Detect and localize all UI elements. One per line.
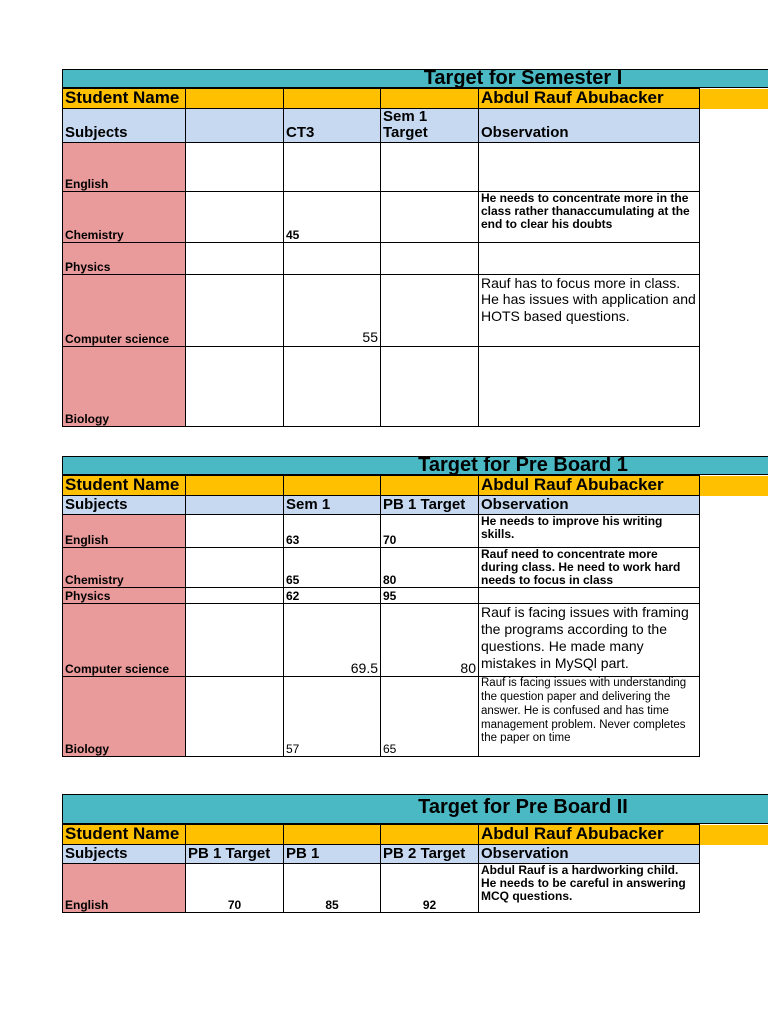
table-row bbox=[63, 346, 700, 426]
student-name-label: Student Name bbox=[63, 476, 186, 496]
value-cell[interactable] bbox=[284, 346, 381, 426]
value-cell[interactable]: 55 bbox=[284, 274, 381, 346]
header-pb1-target: PB 1 Target bbox=[186, 844, 284, 863]
table-row bbox=[63, 514, 700, 547]
subject-cell: English bbox=[63, 514, 186, 547]
subject-cell: Physics bbox=[63, 242, 186, 274]
header-pb2-target: PB 2 Target bbox=[381, 844, 479, 863]
header-observation: Observation bbox=[479, 844, 700, 863]
cell[interactable] bbox=[284, 476, 381, 496]
section-title: Target for Pre Board II bbox=[418, 796, 628, 818]
value-cell[interactable]: 92 bbox=[381, 863, 479, 912]
header-row bbox=[63, 844, 700, 863]
value-cell[interactable] bbox=[186, 346, 284, 426]
observation-cell[interactable] bbox=[479, 142, 700, 191]
table-row bbox=[63, 274, 700, 346]
header-observation: Observation bbox=[479, 108, 700, 142]
subject-cell: Chemistry bbox=[63, 547, 186, 588]
observation-cell[interactable]: He needs to concentrate more in the class rather thanaccumulating at the end to clear his doubts bbox=[479, 191, 700, 242]
subject-cell: English bbox=[63, 863, 186, 912]
value-cell[interactable] bbox=[186, 242, 284, 274]
cell[interactable] bbox=[186, 89, 284, 109]
observation-cell[interactable]: He needs to improve his writing skills. bbox=[479, 514, 700, 547]
cell[interactable] bbox=[284, 89, 381, 109]
subject-cell: Chemistry bbox=[63, 191, 186, 242]
observation-cell[interactable]: Abdul Rauf is a hardworking child. He needs to be careful in answering MCQ questions. bbox=[479, 863, 700, 912]
cell[interactable] bbox=[284, 825, 381, 845]
value-cell[interactable]: 70 bbox=[381, 514, 479, 547]
value-cell[interactable]: 80 bbox=[381, 604, 479, 677]
value-cell[interactable]: 80 bbox=[381, 547, 479, 588]
value-cell[interactable]: 63 bbox=[284, 514, 381, 547]
student-row-extension bbox=[698, 825, 768, 845]
student-name-row bbox=[63, 476, 700, 496]
value-cell[interactable] bbox=[186, 604, 284, 677]
student-name-value[interactable]: Abdul Rauf Abubacker bbox=[479, 476, 700, 496]
table-row bbox=[63, 242, 700, 274]
value-cell[interactable] bbox=[381, 142, 479, 191]
header-pb1: PB 1 bbox=[284, 844, 381, 863]
value-cell[interactable] bbox=[284, 142, 381, 191]
header-pb1-target: PB 1 Target bbox=[381, 495, 479, 514]
student-name-value[interactable]: Abdul Rauf Abubacker bbox=[479, 825, 700, 845]
observation-cell[interactable] bbox=[479, 346, 700, 426]
table-row bbox=[63, 863, 700, 912]
value-cell[interactable] bbox=[381, 346, 479, 426]
header-row bbox=[63, 108, 700, 142]
subject-cell: Computer science bbox=[63, 274, 186, 346]
header-col1 bbox=[186, 495, 284, 514]
header-row bbox=[63, 495, 700, 514]
subject-cell: Computer science bbox=[63, 604, 186, 677]
table-row bbox=[63, 677, 700, 757]
value-cell[interactable]: 45 bbox=[284, 191, 381, 242]
observation-cell[interactable]: Rauf is facing issues with understanding the question paper and delivering the answer. He is confused and has time management problem. Never completes the paper on time bbox=[479, 677, 700, 757]
table-row bbox=[63, 142, 700, 191]
section-title: Target for Semester I bbox=[423, 69, 623, 88]
value-cell[interactable]: 85 bbox=[284, 863, 381, 912]
table-row bbox=[63, 588, 700, 604]
cell[interactable] bbox=[381, 476, 479, 496]
student-name-row bbox=[63, 825, 700, 845]
student-name-row bbox=[63, 89, 700, 109]
observation-cell[interactable]: Rauf need to concentrate more during class. He need to work hard needs to focus in class bbox=[479, 547, 700, 588]
pre-board-1-table bbox=[62, 475, 700, 757]
value-cell[interactable]: 95 bbox=[381, 588, 479, 604]
cell[interactable] bbox=[186, 476, 284, 496]
pre-board-2-table bbox=[62, 824, 700, 913]
cell[interactable] bbox=[381, 89, 479, 109]
header-ct3: CT3 bbox=[284, 108, 381, 142]
value-cell[interactable]: 65 bbox=[284, 547, 381, 588]
observation-cell[interactable] bbox=[479, 242, 700, 274]
value-cell[interactable] bbox=[186, 588, 284, 604]
section-title: Target for Pre Board 1 bbox=[418, 456, 628, 475]
value-cell[interactable]: 57 bbox=[284, 677, 381, 757]
value-cell[interactable] bbox=[381, 191, 479, 242]
student-name-label: Student Name bbox=[63, 825, 186, 845]
header-subjects: Subjects bbox=[63, 108, 186, 142]
observation-cell[interactable]: Rauf has to focus more in class. He has issues with application and HOTS based questions. bbox=[479, 274, 700, 346]
header-subjects: Subjects bbox=[63, 844, 186, 863]
subject-cell: Biology bbox=[63, 677, 186, 757]
value-cell[interactable] bbox=[186, 677, 284, 757]
header-subjects: Subjects bbox=[63, 495, 186, 514]
student-name-label: Student Name bbox=[63, 89, 186, 109]
student-name-value[interactable]: Abdul Rauf Abubacker bbox=[479, 89, 700, 109]
table-row bbox=[63, 191, 700, 242]
cell[interactable] bbox=[381, 825, 479, 845]
value-cell[interactable] bbox=[381, 242, 479, 274]
value-cell[interactable] bbox=[186, 547, 284, 588]
subject-cell: Biology bbox=[63, 346, 186, 426]
section-title-bar bbox=[62, 794, 768, 824]
value-cell[interactable] bbox=[284, 242, 381, 274]
student-row-extension bbox=[698, 476, 768, 496]
student-row-extension bbox=[698, 89, 768, 109]
value-cell[interactable]: 62 bbox=[284, 588, 381, 604]
header-sem1: Sem 1 bbox=[284, 495, 381, 514]
subject-cell: Physics bbox=[63, 588, 186, 604]
observation-cell[interactable]: Rauf is facing issues with framing the programs according to the questions. He made many mistakes in MySQl part. bbox=[479, 604, 700, 677]
value-cell[interactable] bbox=[186, 514, 284, 547]
value-cell[interactable] bbox=[186, 274, 284, 346]
section-title-bar bbox=[62, 69, 768, 88]
observation-cell[interactable] bbox=[479, 588, 700, 604]
value-cell[interactable] bbox=[381, 274, 479, 346]
header-sem1-target: Sem 1 Target bbox=[381, 108, 479, 142]
value-cell[interactable]: 69.5 bbox=[284, 604, 381, 677]
subject-cell: English bbox=[63, 142, 186, 191]
header-observation: Observation bbox=[479, 495, 700, 514]
table-row bbox=[63, 547, 700, 588]
section-title-bar bbox=[62, 456, 768, 475]
value-cell[interactable] bbox=[186, 142, 284, 191]
value-cell[interactable]: 65 bbox=[381, 677, 479, 757]
value-cell[interactable]: 70 bbox=[186, 863, 284, 912]
cell[interactable] bbox=[186, 825, 284, 845]
table-row bbox=[63, 604, 700, 677]
header-col1 bbox=[186, 108, 284, 142]
value-cell[interactable] bbox=[186, 191, 284, 242]
semester-1-table bbox=[62, 88, 700, 427]
